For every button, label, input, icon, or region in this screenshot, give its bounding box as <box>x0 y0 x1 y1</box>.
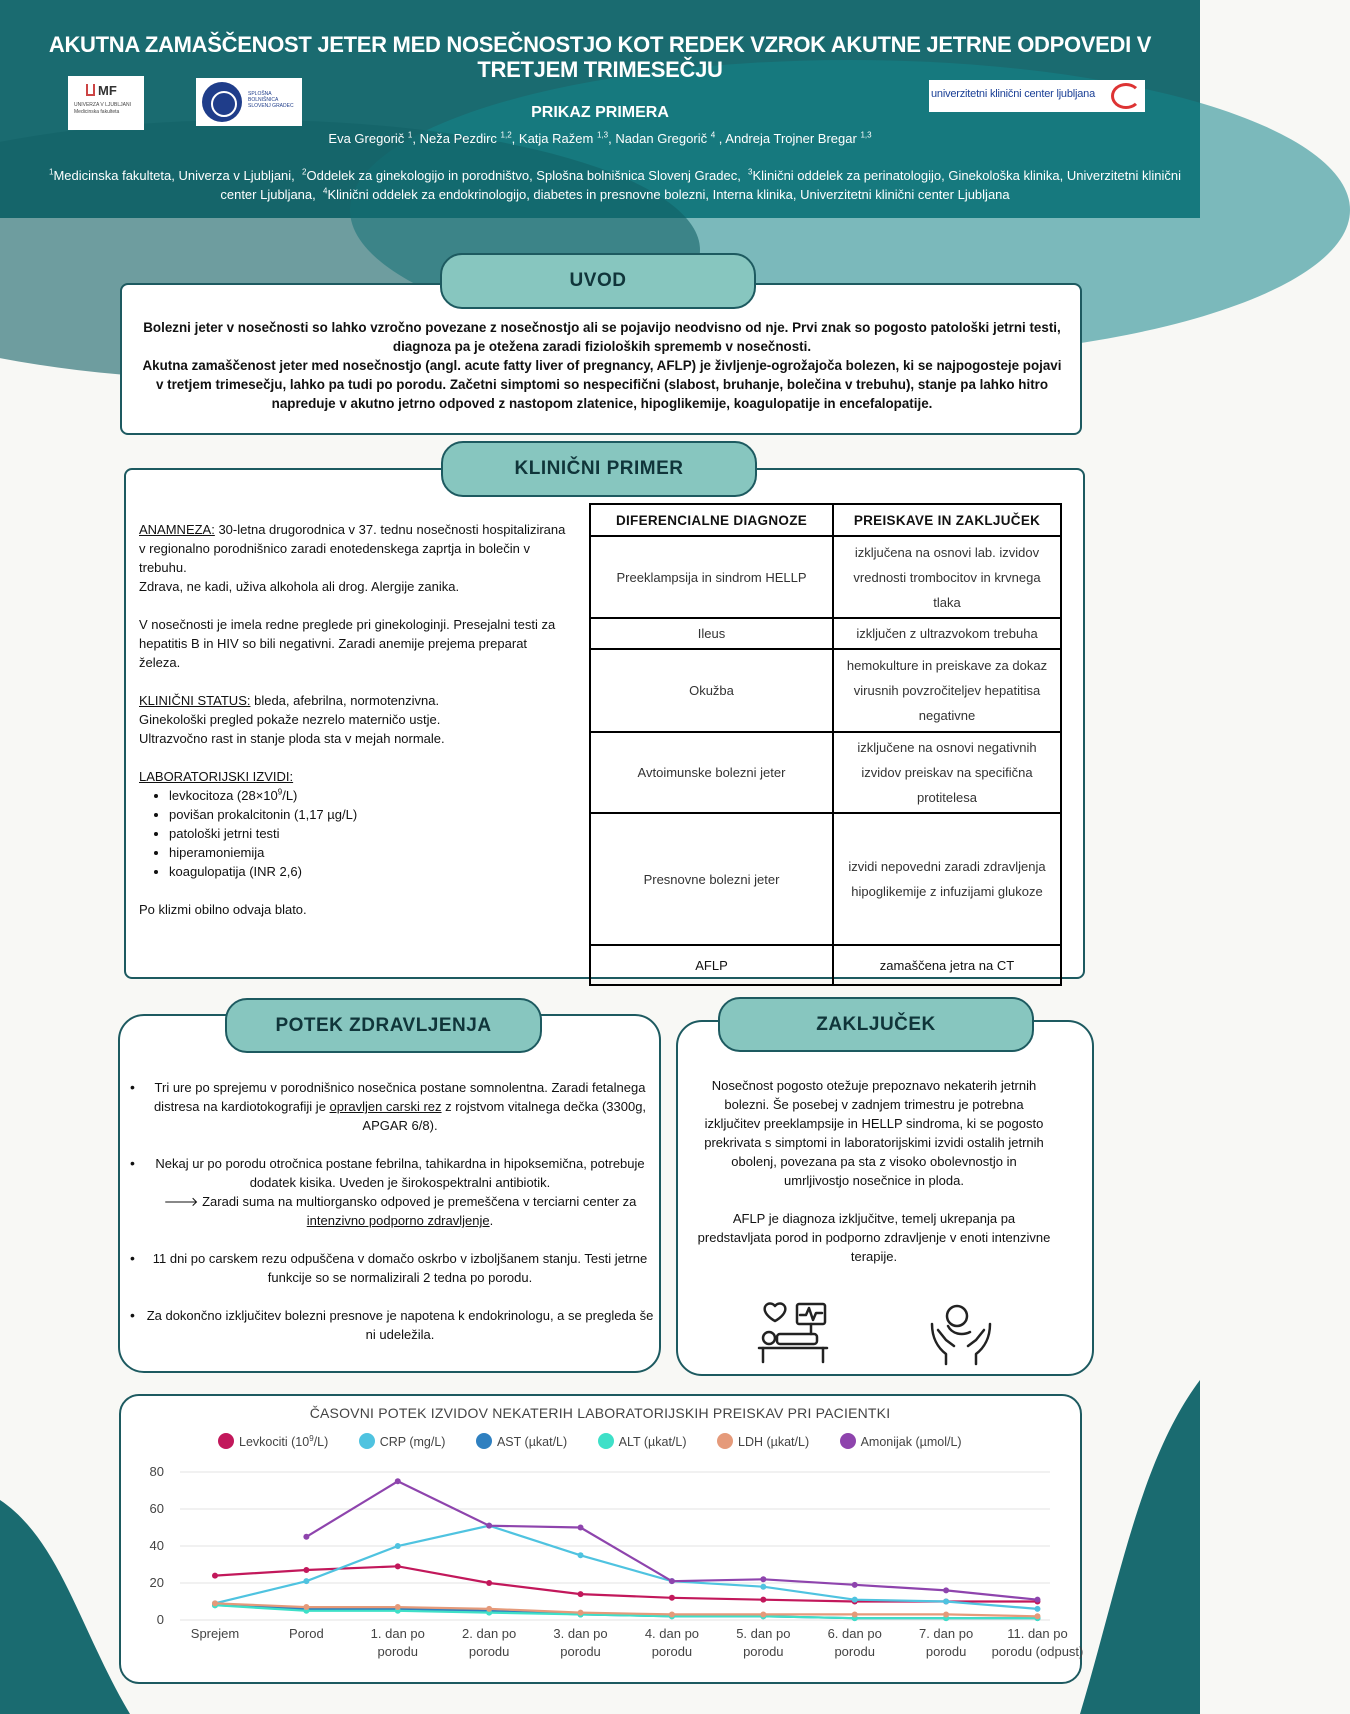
status-text-3: Ultrazvočno rast in stanje ploda sta v mejah normale. <box>139 731 445 746</box>
data-point <box>943 1599 949 1605</box>
status-paragraph <box>139 691 569 748</box>
data-point <box>578 1610 584 1616</box>
potek-item-arrow <box>130 1192 658 1230</box>
lab-label <box>139 767 569 786</box>
potek-item: • Nekaj ur po porodu otročnica postane febrilna, tahikardna in hipoksemična, potrebuje dodatek kisika. Uveden je širokospektralni antibiotik. <box>130 1154 658 1192</box>
legend-label: AST (µkat/L) <box>496 1435 568 1449</box>
affiliation: Oddelek za ginekologijo in porodništvo, Splošna bolnišnica Slovenj Gradec, <box>306 168 741 183</box>
table-header-row <box>590 504 1061 536</box>
data-point <box>943 1587 949 1593</box>
table-row <box>590 536 1061 618</box>
author: Katja Ražem <box>518 131 594 146</box>
x-tick-label: Sprejem <box>190 1626 240 1641</box>
legend-item <box>598 1433 687 1449</box>
x-tick-label: porodu <box>560 1644 601 1659</box>
potek-item <box>130 1078 658 1135</box>
x-tick-label: porodu <box>377 1644 419 1659</box>
uvod-text <box>138 318 1066 413</box>
data-point <box>760 1584 766 1590</box>
table-row <box>590 813 1061 945</box>
x-tick-label: porodu (odpust) <box>991 1644 1084 1659</box>
data-point <box>303 1604 309 1610</box>
x-tick-label: 1. dan po <box>370 1626 425 1641</box>
uvod-heading: UVOD <box>440 253 756 309</box>
y-tick-label: 20 <box>149 1575 164 1590</box>
author: Nadan Gregorič <box>615 131 708 146</box>
potek-item: • 11 dni po carskem rezu odpuščena v domačo oskrbo v izboljšanem stanju. Testi jetrne funkcije so se normalizirali 2 tedna po porodu. <box>130 1249 658 1287</box>
data-point <box>486 1523 492 1529</box>
lab-item <box>169 786 569 805</box>
klizma-text: Po klizmi obilno odvaja blato. <box>139 902 307 917</box>
author-list: Eva Gregorič $^1$, Neža Pezdirc $^{1,2}$, Katja Ražem $^{1,3}$, Nadan Gregorič $^4$ , Andreja Trojner Bregar $^{1,3}$ <box>328 130 872 146</box>
lab-item-end: /L) <box>282 788 298 803</box>
data-point <box>395 1478 401 1484</box>
data-point <box>760 1576 766 1582</box>
anamneza-paragraph <box>139 520 569 596</box>
x-tick-label: porodu <box>743 1644 784 1659</box>
legend-dot <box>218 1433 234 1449</box>
legend-label: LDH (µkat/L) <box>738 1435 810 1449</box>
legend-item <box>840 1433 962 1449</box>
affil-sup: 4 <box>323 186 328 196</box>
table-cell: izključena na osnovi lab. izvidov vrednosti trombocitov in krvnega tlaka <box>833 536 1061 618</box>
author-sup: 4 <box>710 130 716 140</box>
table-cell: Preeklampsija in sindrom HELLP <box>590 536 833 618</box>
differential-diagnosis-table <box>589 503 1062 986</box>
legend-label: Levkociti (10 <box>239 1435 310 1449</box>
data-point <box>1034 1597 1040 1603</box>
data-point <box>760 1597 766 1603</box>
data-point <box>943 1611 949 1617</box>
legend-dot <box>476 1433 492 1449</box>
anamneza-text: 30-letna drugorodnica v 37. tednu nosečnosti hospitalizirana v regionalno porodnišnico zaradi enotedenskega zaprtja in bolečin v trebuhu. <box>139 522 566 575</box>
anamneza-label: ANAMNEZA: <box>139 522 215 537</box>
x-tick-label: 6. dan po <box>827 1626 882 1641</box>
uvod-paragraph-1: Bolezni jeter v nosečnosti so lahko vzročno povezane z nosečnostjo ali se pojavijo neodvisno od nje. Prvi znak so pogosto patološki jetrni testi, diagnoza pa je otežena zaradi fizioloških sprememb v nosečnosti. <box>143 320 1061 354</box>
y-tick-label: 80 <box>149 1464 164 1479</box>
affiliations <box>40 166 1190 204</box>
data-point <box>486 1606 492 1612</box>
lab-label-text: LABORATORIJSKI IZVIDI: <box>139 769 294 784</box>
mf-logo-mark <box>86 84 95 96</box>
lab-item-sup: 9 <box>277 787 283 797</box>
x-tick-label: 5. dan po <box>736 1626 791 1641</box>
potek-item: • Za dokončno izključitev bolezni presnove je napotena k endokrinologu, a se pregleda še ni udeležila. <box>130 1306 658 1344</box>
potek-item-text: . <box>489 1213 494 1228</box>
lab-list <box>169 786 569 881</box>
status-text-2: Ginekološki pregled pokaže nezrelo materničo ustje. <box>139 712 441 727</box>
legend-item <box>717 1433 809 1449</box>
affiliation: Medicinska fakulteta, Univerza v Ljubljani, <box>53 168 295 183</box>
anamneza-block <box>139 520 569 938</box>
table-cell: Ileus <box>590 618 833 649</box>
ukc-logo-text: univerzitetni klinični center ljubljana <box>931 88 1096 100</box>
potek-item-text: z rojstvom vitalnega dečka (3300g, APGAR 6/8). <box>362 1099 647 1133</box>
series-line <box>215 1566 1038 1601</box>
zakljucek-text <box>697 1076 1051 1285</box>
y-tick-label: 0 <box>156 1612 164 1627</box>
author-sup: 1,3 <box>596 130 609 140</box>
x-tick-label: 3. dan po <box>553 1626 608 1641</box>
author: Neža Pezdirc <box>419 131 497 146</box>
lab-item: • hiperamoniemija <box>169 843 569 862</box>
data-point <box>303 1534 309 1540</box>
affiliation: Klinični oddelek za endokrinologijo, diabetes in presnovne bolezni, Interna klinika, Univerzitetni klinični center Ljubljana <box>327 187 1010 202</box>
potek-heading: POTEK ZDRAVLJENJA <box>225 998 542 1053</box>
data-point <box>578 1591 584 1597</box>
table-row <box>590 649 1061 732</box>
table-cell: zamaščena jetra na CT <box>833 945 1061 985</box>
legend-item <box>476 1433 567 1449</box>
hospital-bed-monitor-icon <box>755 1300 831 1366</box>
bottom-left-wave-decoration <box>0 1380 130 1714</box>
data-point <box>395 1604 401 1610</box>
sb-logo-text: SPLOŠNA BOLNIŠNICA SLOVENJ GRADEC <box>248 91 294 109</box>
author-sup: 1,3 <box>860 130 872 140</box>
mf-logo-subtext: UNIVERZA V LJUBLJANI Medicinska fakulteta <box>74 102 131 115</box>
nosecnost-paragraph: V nosečnosti je imela redne preglede pri ginekologinji. Presejalni testi za hepatitis B in HIV so bili negativni. Zaradi anemije prejema preparat železa. <box>139 617 556 670</box>
zakljucek-paragraph-1: Nosečnost pogosto otežuje prepoznavo nekaterih jetrnih bolezni. Še posebej v zadnjem trimestru je potrebna izključitev preeklampsije in HELLP sindroma, ki se pogosto prekrivata s simptomi in laboratorijskimi izvidi ostalih jetrnih obolenj, povezana pa sta z visoko obolevnostjo in umrljivostjo nosečnice in ploda. <box>704 1078 1044 1188</box>
data-point <box>1034 1613 1040 1619</box>
table-cell: izključen z ultrazvokom trebuha <box>833 618 1061 649</box>
hands-holding-baby-icon <box>928 1300 994 1366</box>
author: Eva Gregorič <box>328 131 405 146</box>
table-cell: izključene na osnovi negativnih izvidov preiskav na specifična protitelesa <box>833 732 1061 813</box>
data-point <box>760 1611 766 1617</box>
x-tick-label: porodu <box>925 1644 967 1659</box>
lab-item: • povišan prokalcitonin (1,17 µg/L) <box>169 805 569 824</box>
x-tick-label: 2. dan po <box>462 1626 517 1641</box>
x-tick-label: 7. dan po <box>918 1626 974 1641</box>
x-tick-label: porodu <box>468 1644 510 1659</box>
potek-item-underline: intenzivno podporno zdravljenje <box>306 1213 490 1228</box>
author: Andreja Trojner Bregar <box>725 131 857 146</box>
x-tick-label: porodu <box>834 1644 875 1659</box>
legend-label: CRP (mg/L) <box>379 1435 446 1449</box>
lab-item-text: levkocitoza (28×10 <box>169 788 278 803</box>
chart-legend <box>218 1433 989 1453</box>
lab-item: • koagulopatija (INR 2,6) <box>169 862 569 881</box>
potek-item-text: 🡒 Zaradi suma na multiorgansko odpoved je premeščena v terciarni center za <box>163 1194 637 1209</box>
x-tick-label: Porod <box>289 1626 324 1641</box>
data-point <box>578 1525 584 1531</box>
potek-list <box>130 1078 658 1363</box>
legend-sup: 9 <box>309 1433 314 1443</box>
table-cell: AFLP <box>590 945 833 985</box>
legend-item <box>359 1433 446 1449</box>
lab-timeline-chart <box>130 1460 1084 1680</box>
legend-dot <box>359 1433 375 1449</box>
author-sup: 1,2 <box>500 130 512 140</box>
table-cell: Presnovne bolezni jeter <box>590 813 833 945</box>
data-point <box>395 1543 401 1549</box>
zakljucek-paragraph-2: AFLP je diagnoza izključitve, temelj ukrepanja pa predstavljata porod in podporno zdravljenje v enoti intenzivne terapije. <box>697 1211 1051 1264</box>
data-point <box>212 1600 218 1606</box>
x-tick-label: 11. dan po <box>1007 1626 1068 1641</box>
data-point <box>303 1567 309 1573</box>
y-tick-label: 60 <box>149 1501 164 1516</box>
anamneza-text-2: Zdrava, ne kadi, uživa alkohola ali drog. Alergije zanika. <box>139 579 460 594</box>
affil-sup: 1 <box>49 167 54 177</box>
legend-label: Amonijak (µmol/L) <box>860 1435 962 1449</box>
poster-title: AKUTNA ZAMAŠČENOST JETER MED NOSEČNOSTJO KOT REDEK VZROK AKUTNE JETRNE ODPOVEDI V TRETJEM TRIMESEČJU <box>48 32 1152 82</box>
mf-logo-text: MF <box>98 83 117 98</box>
legend-dot <box>598 1433 614 1449</box>
legend-label: ALT (µkat/L) <box>618 1435 687 1449</box>
data-point <box>212 1573 218 1579</box>
lab-item: • patološki jetrni testi <box>169 824 569 843</box>
affiliation: Klinični oddelek za perinatologijo, Ginekološka klinika, Univerzitetni klinični center Ljubljana, <box>220 168 1181 202</box>
data-point <box>1034 1606 1040 1612</box>
poster-subtitle: PRIKAZ PRIMERA <box>531 104 669 121</box>
table-cell: izvidi nepovedni zaradi zdravljenja hipoglikemije z infuzijami glukoze <box>833 813 1061 945</box>
chart-title: ČASOVNI POTEK IZVIDOV NEKATERIH LABORATORIJSKIH PREISKAV PRI PACIENTKI <box>309 1405 891 1421</box>
table-row <box>590 618 1061 649</box>
table-header: PREISKAVE IN ZAKLJUČEK <box>833 504 1061 536</box>
data-point <box>852 1582 858 1588</box>
bottom-right-wave-decoration <box>1080 1380 1200 1714</box>
legend-label-end: /L) <box>313 1435 329 1449</box>
data-point <box>669 1611 675 1617</box>
data-point <box>852 1597 858 1603</box>
potek-item-text: Tri ure po sprejemu v porodnišnico nosečnica postane somnolentna. Zaradi fetalnega distresa na kardiotokografiji je <box>153 1080 646 1114</box>
table-row <box>590 945 1061 985</box>
potek-item-underline: opravljen carski rez <box>329 1099 442 1114</box>
affil-sup: 2 <box>302 167 307 177</box>
legend-dot <box>717 1433 733 1449</box>
data-point <box>486 1580 492 1586</box>
uvod-paragraph-2: Akutna zamaščenost jeter med nosečnostjo (angl. acute fatty liver of pregnancy, AFLP) je življenje-ogrožajoča bolezen, ki se najpogosteje pojavi v tretjem trimesečju, lahko pa tudi po porodu. Začetni simptomi so nespecifični (slabost, bruhanje, bolečina v trebuhu), stanje pa lahko hitro napreduje v akutno jetrno odpoved z nastopom zlatenice, hipoglikemije, koagulopatije in encefalopatije. <box>142 358 1062 411</box>
affil-sup: 3 <box>748 167 753 177</box>
author-sup: 1 <box>407 130 413 140</box>
legend-dot <box>840 1433 856 1449</box>
x-tick-label: porodu <box>651 1644 693 1659</box>
y-tick-label: 40 <box>149 1538 164 1553</box>
legend-item <box>218 1433 328 1449</box>
table-cell: Okužba <box>590 649 833 732</box>
data-point <box>852 1611 858 1617</box>
table-header: DIFERENCIALNE DIAGNOZE <box>590 504 833 536</box>
table-row <box>590 732 1061 813</box>
status-text: bleda, afebrilna, normotenzivna. <box>250 693 440 708</box>
x-tick-label: 4. dan po <box>644 1626 700 1641</box>
table-cell: hemokulture in preiskave za dokaz virusnih povzročiteljev hepatitisa negativne <box>833 649 1061 732</box>
zakljucek-heading: ZAKLJUČEK <box>718 997 1034 1052</box>
poster-header <box>0 0 1200 218</box>
data-point <box>578 1552 584 1558</box>
table-cell: Avtoimunske bolezni jeter <box>590 732 833 813</box>
data-point <box>669 1595 675 1601</box>
status-label: KLINIČNI STATUS: <box>139 693 251 708</box>
data-point <box>395 1563 401 1569</box>
data-point <box>669 1578 675 1584</box>
data-point <box>303 1578 309 1584</box>
klinicni-heading: KLINIČNI PRIMER <box>441 441 757 497</box>
